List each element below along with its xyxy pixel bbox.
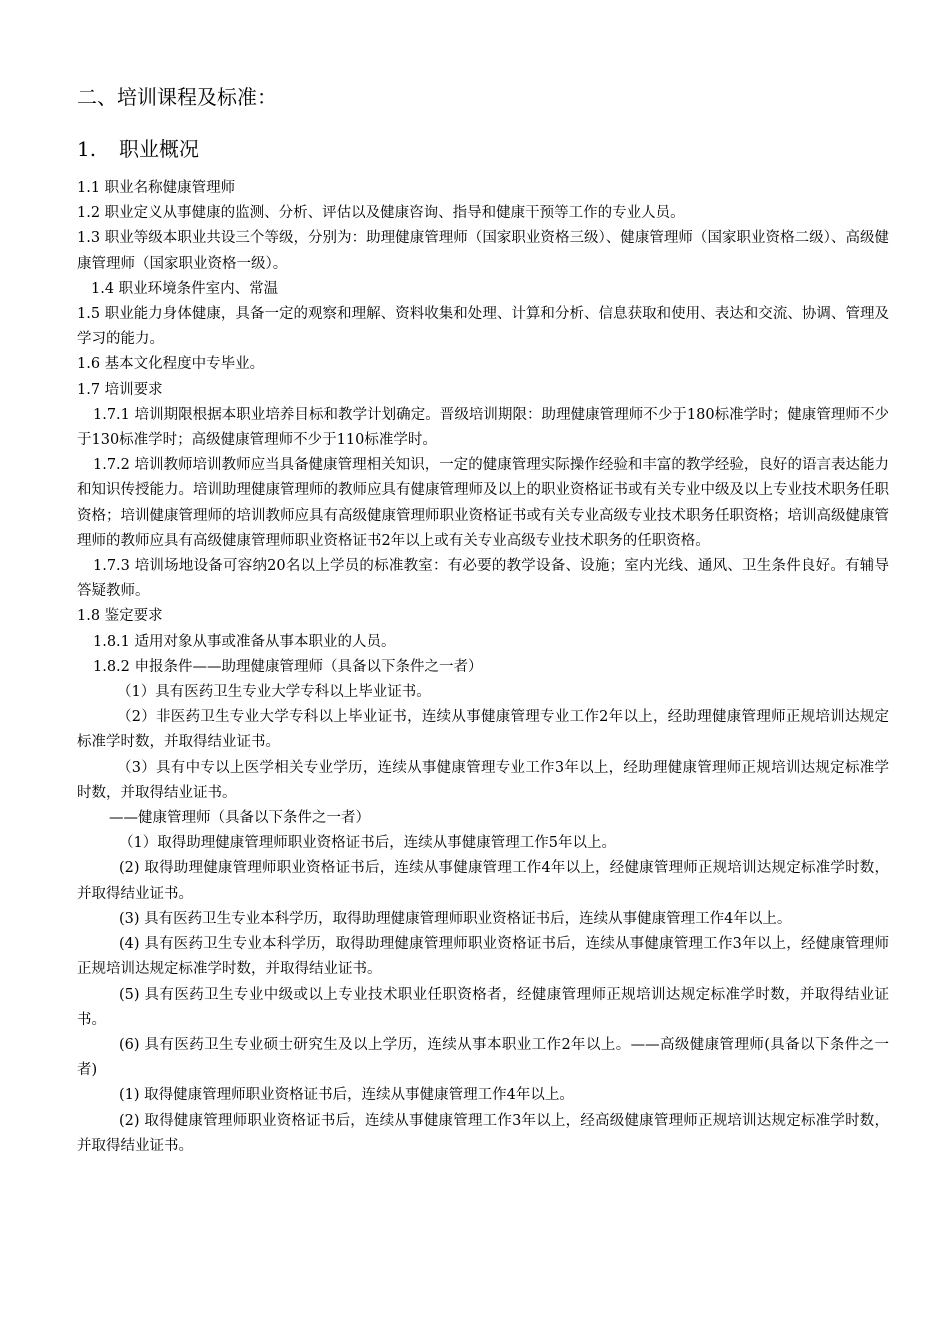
condition-manager-3: (3) 具有医药卫生专业本科学历，取得助理健康管理师职业资格证书后，连续从事健康管理工作4年以上。 (119, 910, 792, 927)
condition-senior-1: (1) 取得健康管理师职业资格证书后，连续从事健康管理工作4年以上。 (119, 1087, 574, 1104)
paragraph-1-8-1: 1.8.1 适用对象从事或准备从事本职业的人员。 (93, 633, 396, 650)
paragraph-1-8: 1.8 鉴定要求 (77, 608, 163, 625)
condition-assistant-3: （3）具有中专以上医学相关专业学历，连续从事健康管理专业工作3年以上，经助理健康管理师正规培训达规定标准学时数，并取得结业证书。 (77, 759, 889, 801)
subsection-heading (77, 136, 199, 162)
paragraph-1-6: 1.6 基本文化程度中专毕业。 (77, 356, 265, 373)
paragraph-1-8-2: 1.8.2 申报条件——助理健康管理师（具备以下条件之一者） (93, 658, 483, 675)
paragraph-1-2: 1.2 职业定义从事健康的监测、分析、评估以及健康咨询、指导和健康干预等工作的专业人员。 (77, 205, 685, 222)
paragraph-1-5: 1.5 职业能力身体健康，具备一定的观察和理解、资料收集和处理、计算和分析、信息获取和使用、表达和交流、协调、管理及学习的能力。 (77, 306, 889, 348)
section-title: 二、培训课程及标准： (77, 85, 277, 109)
subsection-number: 1. (77, 137, 97, 161)
heading-health-manager: ——健康管理师（具备以下条件之一者） (109, 810, 370, 827)
condition-senior-2: (2) 取得健康管理师职业资格证书后，连续从事健康管理工作3年以上，经高级健康管理师正规培训达规定标准学时数，并取得结业证书。 (77, 1112, 889, 1154)
condition-manager-2: (2) 取得助理健康管理师职业资格证书后，连续从事健康管理工作4年以上，经健康管理师正规培训达规定标准学时数，并取得结业证书。 (77, 860, 889, 902)
condition-assistant-1: （1）具有医药卫生专业大学专科以上毕业证书。 (117, 684, 431, 701)
condition-manager-5: (5) 具有医药卫生专业中级或以上专业技术职业任职资格者，经健康管理师正规培训达规定标准学时数，并取得结业证书。 (77, 986, 889, 1028)
condition-manager-4: (4) 具有医药卫生专业本科学历，取得助理健康管理师职业资格证书后，连续从事健康管理工作3年以上，经健康管理师正规培训达规定标准学时数，并取得结业证书。 (77, 936, 889, 978)
document-body (77, 176, 889, 1159)
condition-manager-6: (6) 具有医药卫生专业硕士研究生及以上学历，连续从事本职业工作2年以上。——高级健康管理师(具备以下条件之一者) (77, 1036, 889, 1079)
condition-assistant-2: （2）非医药卫生专业大学专科以上毕业证书，连续从事健康管理专业工作2年以上，经助理健康管理师正规培训达规定标准学时数，并取得结业证书。 (77, 709, 889, 751)
paragraph-1-7-2: 1.7.2 培训教师培训教师应当具备健康管理相关知识，一定的健康管理实际操作经验和丰富的教学经验，良好的语言表达能力和知识传授能力。培训助理健康管理师的教师应具有健康管理师及以上的职业资格证书或有关专业中级及以上专业技术职务任职资格；培训健康管理师的培训教师应具有高级健康管理师职业资格证书或有关专业高级专业技术职务任职资格；培训高级健康管理师的教师应具有高级健康管理师职业资格证书2年以上或有关专业高级专业技术职务的任职资格。 (77, 457, 889, 549)
paragraph-1-3: 1.3 职业等级本职业共设三个等级，分别为：助理健康管理师（国家职业资格三级）、健康管理师（国家职业资格二级）、高级健康管理师（国家职业资格一级）。 (77, 230, 889, 272)
condition-manager-1: （1）取得助理健康管理师职业资格证书后，连续从事健康管理工作5年以上。 (119, 835, 616, 852)
paragraph-1-7-1: 1.7.1 培训期限根据本职业培养目标和教学计划确定。晋级培训期限：助理健康管理师不少于180标准学时；健康管理师不少于130标准学时；高级健康管理师不少于110标准学时。 (77, 406, 889, 449)
subsection-title: 职业概况 (119, 137, 199, 161)
paragraph-1-1: 1.1 职业名称健康管理师 (77, 180, 236, 196)
paragraph-1-7-3: 1.7.3 培训场地设备可容纳20名以上学员的标准教室：有必要的教学设备、设施；室内光线、通风、卫生条件良好。有辅导答疑教师。 (77, 558, 889, 600)
paragraph-1-4: 1.4 职业环境条件室内、常温 (91, 280, 279, 297)
paragraph-1-7: 1.7 培训要求 (77, 381, 163, 398)
